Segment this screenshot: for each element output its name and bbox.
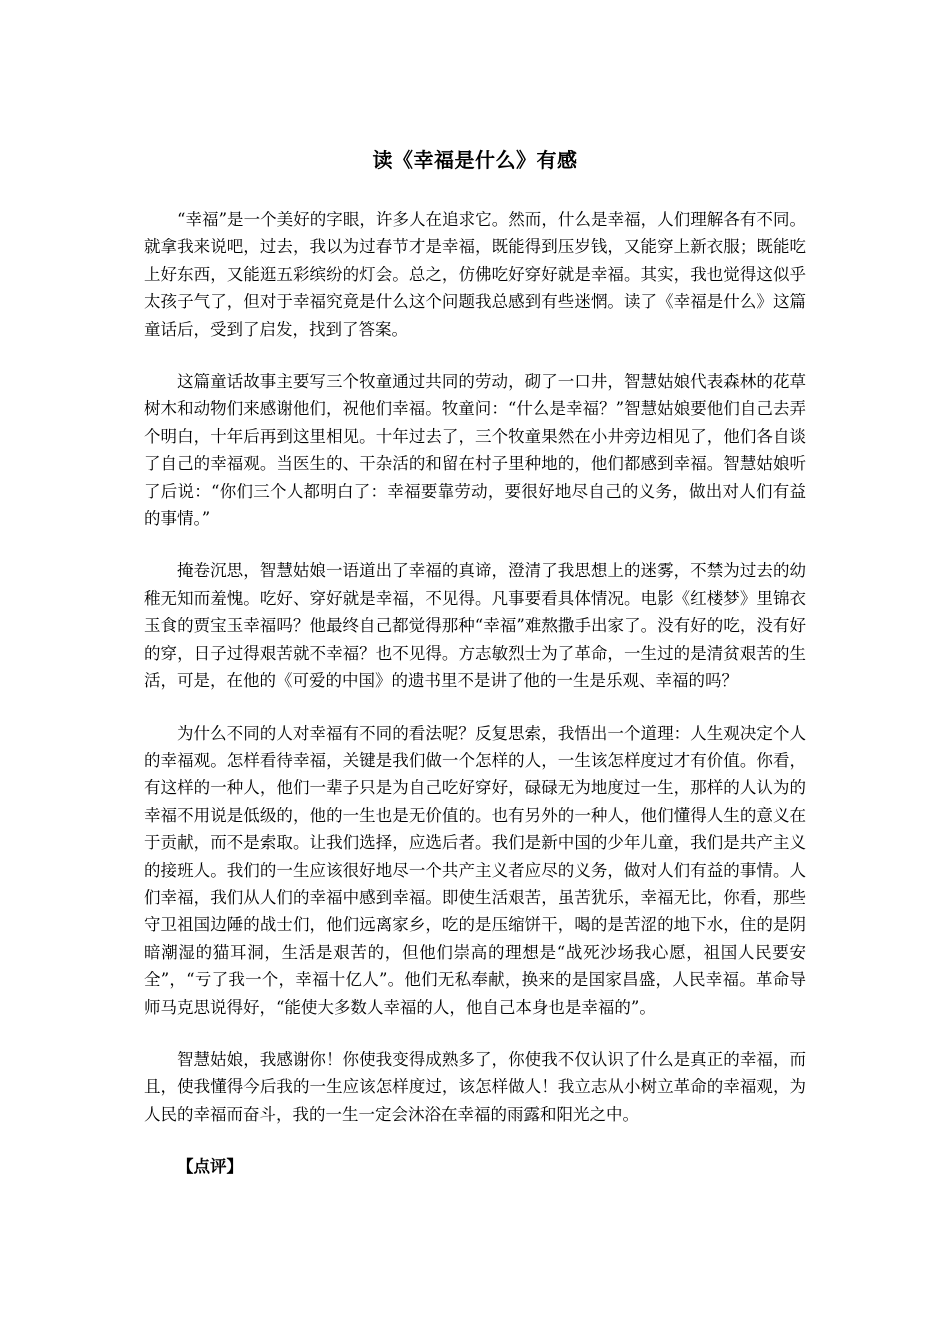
- essay-paragraph-5: 智慧姑娘，我感谢你！你使我变得成熟多了，你使我不仅认识了什么是真正的幸福，而且，使我懂得今后我的一生应该怎样度过，该怎样做人！我立志从小树立革命的幸福观，为人民的幸福而奋斗，我的一生一定会沐浴在幸福的雨露和阳光之中。: [144, 1049, 806, 1124]
- essay-paragraph-2: 这篇童话故事主要写三个牧童通过共同的劳动，砌了一口井，智慧姑娘代表森林的花草树木和动物们来感谢他们，祝他们幸福。牧童问：“什么是幸福？”智慧姑娘要他们自己去弄个明白，十年后再到这里相见。十年过去了，三个牧童果然在小井旁边相见了，他们各自谈了自己的幸福观。当医生的、干杂活的和留在村子里种地的，他们都感到幸福。智慧姑娘听了后说：“你们三个人都明白了：幸福要靠劳动，要很好地尽自己的义务，做出对人们有益的事情。”: [144, 372, 806, 529]
- essay-paragraph-3: 掩卷沉思，智慧姑娘一语道出了幸福的真谛，澄清了我思想上的迷雾，不禁为过去的幼稚无知而羞愧。吃好、穿好就是幸福，不见得。凡事要看具体情况。电影《红楼梦》里锦衣玉食的贾宝玉幸福吗？他最终自己都觉得那种“幸福”难熬撒手出家了。没有好的吃，没有好的穿，日子过得艰苦就不幸福？也不见得。方志敏烈士为了革命，一生过的是清贫艰苦的生活，可是，在他的《可爱的中国》的遗书里不是讲了他的一生是乐观、幸福的吗？: [144, 561, 806, 691]
- comment-heading: 【点评】: [177, 1157, 243, 1177]
- essay-paragraph-1: “幸福”是一个美好的字眼，许多人在追求它。然而，什么是幸福，人们理解各有不同。就拿我来说吧，过去，我以为过春节才是幸福，既能得到压岁钱，又能穿上新衣服；既能吃上好东西，又能逛五彩缤纷的灯会。总之，仿佛吃好穿好就是幸福。其实，我也觉得这似乎太孩子气了，但对于幸福究竟是什么这个问题我总感到有些迷惘。读了《幸福是什么》这篇童话后，受到了启发，找到了答案。: [144, 210, 806, 339]
- essay-body: [144, 206, 806, 1181]
- essay-title: 读《幸福是什么》有感: [372, 148, 578, 172]
- essay-paragraph-4: 为什么不同的人对幸福有不同的看法呢？反复思索，我悟出一个道理：人生观决定个人的幸福观。怎样看待幸福，关键是我们做一个怎样的人，一生该怎样度过才有价值。你看，有这样的一种人，他们一辈子只是为自己吃好穿好，碌碌无为地度过一生，那样的人认为的幸福不用说是低级的，他的一生也是无价值的。也有另外的一种人，他们懂得人生的意义在于贡献，而不是索取。让我们选择，应选后者。我们是新中国的少年儿童，我们是共产主义的接班人。我们的一生应该很好地尽一个共产主义者应尽的义务，做对人们有益的事情。人们幸福，我们从人们的幸福中感到幸福。即使生活艰苦，虽苦犹乐，幸福无比，你看，那些守卫祖国边陲的战士们，他们远离家乡，吃的是压缩饼干，喝的是苦涩的地下水，住的是阴暗潮湿的猫耳洞，生活是艰苦的，但他们崇高的理想是“战死沙场我心愿，祖国人民要安全”，“亏了我一个，幸福十亿人”。他们无私奉献，换来的是国家昌盛，人民幸福。革命导师马克思说得好，“能使大多数人幸福的人，他自己本身也是幸福的”。: [144, 723, 806, 1017]
